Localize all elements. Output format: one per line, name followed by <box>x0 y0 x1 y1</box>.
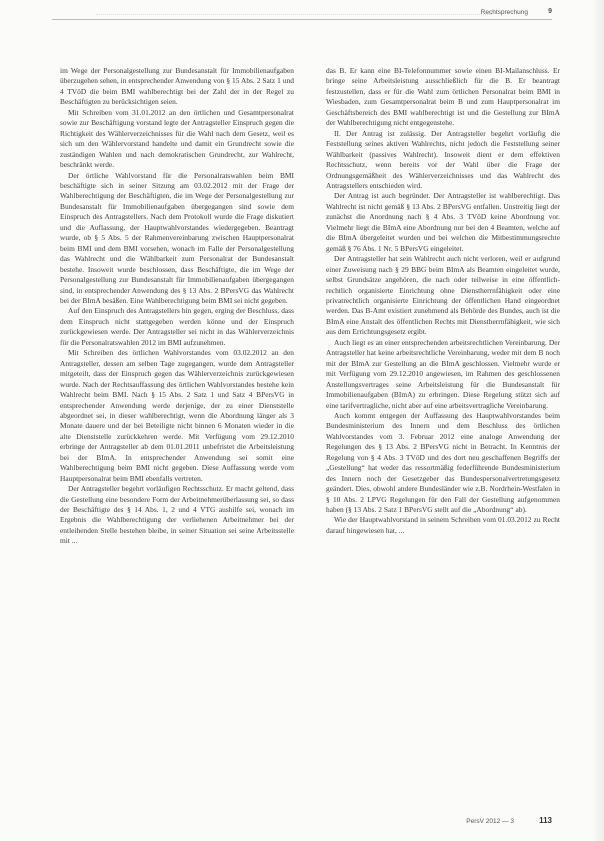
running-header <box>52 6 552 20</box>
section-title: Rechtsprechung <box>480 9 528 16</box>
body-paragraph: Der Antragsteller begehrt vorläufigen Rechtsschutz. Er macht geltend, dass die Gestellung eine besondere Form der Arbeitnehmerüberlassung sei, so dass der Beschäftigte des § 14 Abs. 1, 2 und 4 VTG aushilfe sei, wonach im Ergebnis die Wahlberechtigung der verliehenen Arbeitnehmer bei der entleihenden Stelle bestehen bleibe, in seiner Situation sei seine Arbeitsstelle mit ... <box>60 484 294 546</box>
body-paragraph: Der Antragsteller hat sein Wahlrecht auch nicht verloren, weil er aufgrund einer Zuweisung nach § 29 BBG beim BImA als Beamten eingeleitet wurde, selbst Grundsätze angehören, die nach oder teilweise in eine öffentlich-rechtlich organisierte Einrichtung ohne Dienstherrnfähigkeit oder eine privatrechtlich organisierte Einrichtung der öffentlichen Hand eingeordnet werden. Das B-Amt existiert zunehmend als Behörde des Bundes, auch ist die BImA eine Anstalt des öffentlichen Rechts mit Dienstherrnfähigkeit, wie sich aus dem Errichtungsgesetz ergibt. <box>326 254 560 337</box>
body-paragraph: im Wege der Personalgestellung zur Bundesanstalt für Immobilienaufgaben überzugehen sehen, in entsprechender Anwendung von § 15 Abs. 2 Satz 1 und 4 TVöD die beim BMI wahlberechtigt bei der Zahl der in der Regel zu Beschäftigten zu berücksichtigen seien. <box>60 66 294 107</box>
body-paragraph: Auf den Einspruch des Antragstellers hin gegen, erging der Beschluss, dass dem Einspruch nicht stattgegeben werden könne und der Einspruch zurückgewiesen werde. Der Antragsteller sei nicht in das Wählerverzeichnis für die Personalratswahlen 2012 im BMI aufzunehmen. <box>60 306 294 347</box>
running-footer <box>52 816 552 828</box>
page-folio: 113 <box>539 816 552 825</box>
body-paragraph: Auch kommt entgegen der Auffassung des Hauptwahlvorstandes beim Bundesministerium des Innern und dem Beschluss des örtlichen Wahlvorstandes vom 3. Februar 2012 eine analoge Anwendung der Regelungen des § 13 Abs. 2 BPersVG nicht in Betracht. In Kenntnis der Regelung von § 4 Abs. 3 TVöD und des dort neu geschaffenen Begriffs der „Gestellung“ hat weder das ressortmäßig federführende Bundesministerium des Innern noch der Gesetzgeber das Bundespersonalvertretungsgesetz geändert. Dies, obwohl andere Bundesländer wie z.B. Nordrhein-Westfalen in § 10 Abs. 2 LPVG Regelungen für den Fall der Gestellung aufgenommen haben (§ 13 Abs. 2 Satz 1 BPersVG stellt auf die „Abordnung“ ab). <box>326 410 560 515</box>
header-rule <box>52 19 552 20</box>
body-paragraph: Der örtliche Wahlvorstand für die Personalratswahlen beim BMI beschäftigte sich in seiner Sitzung am 03.02.2012 mit der Frage der Wahlberechtigung der Beschäftigten, die im Wege der Personalgestellung zur Bundesanstalt für Immobilienaufgaben übergegangen sind sowie dem Einspruch des Antragstellers. Nach dem Protokoll wurde die Frage diskutiert und die Auflassung, der Hauptwahlvorstandes wiedergegeben. Beantragt wurde, ob § 5 Abs. 5 der Rahmenvereinbarung zwischen Hauptpersonalrat beim BMI und dem BMI vorsehen, wonach im Falle der Personalgestellung das Wahlrecht und die Wählbarkeit zum Personalrat der Bundesanstalt bestehe. Insoweit wurde beschlossen, dass Beschäftigte, die im Wege der Personalgestellung zur Bundesanstalt für Immobilienaufgaben übergegangen sind, in entsprechender Anwendung des § 13 Abs. 2 BPersVG das Wahlrecht bei der BImA besäßen. Eine Wahlberechtigung beim BMI sei nicht gegeben. <box>60 170 294 305</box>
body-paragraph: Mit Schreiben vom 31.01.2012 an den örtlichen und Gesamtpersonalrat sowie zur Beschäftigung vorstand legte der Antragsteller Einspruch gegen die Richtigkeit des Wählerverzeichnisses für die Wahl nach dem Gesetz, weil es sich um den Wählervorstand handelte und damit ein Grundrecht sowie die zuständigen Wahlen und nach demokratischen Grundrecht, zur Wahlrecht, beschränkt werde. <box>60 107 294 170</box>
header-page-number: 9 <box>548 8 552 15</box>
body-paragraph: Auch liegt es an einer entsprechenden arbeitsrechtlichen Vereinbarung. Der Antragsteller hat keine arbeitsrechtliche Vereinbarung, weder mit dem B noch mit der BImA zur Gestellung an die BImA geschlossen. Vielmehr wurde er mit Verfügung vom 29.12.2010 angewiesen, im Rahmen des geschlossenen Anstellungsvertrages seine Arbeitsleistung für die Bundesanstalt für Immobilienaufgaben (BImA) zu erbringen. Diese Regelung stützt sich auf eine tarifvertragliche, nicht aber auf eine arbeitsvertragliche Vereinbarung. <box>326 337 560 410</box>
body-paragraph: Mit Schreiben des örtlichen Wahlvorstandes vom 03.02.2012 an den Antragsteller, dessen am selben Tage zugegangen, wurde dem Antragsteller mitgeteilt, dass der Einspruch gegen das Wählerverzeichnis zurückgewiesen wurde. Nach der Rechtsauffassung des örtlichen Wahlvorstandes bestehe kein Wahlrecht beim BMI. Nach § 15 Abs. 2 Satz 1 und Satz 4 BPersVG in entsprechender Anwendung werde derjenige, der zu einer Dienststelle abgeordnet sei, in dieser wahlberechtigt, wenn die Abordnung länger als 3 Monate dauere und der bei Beteiligte nicht binnen 6 Monaten wieder in die alte Dienststelle zurückkehren werde. Mit Verfügung vom 29.12.2010 erbringe der Antragsteller ab dem 01.01.2011 unbefristet die Arbeitsleistung bei der BImA. In entsprechender Anwendung sei somit eine Wahlberechtigung beim BMI nicht gegeben. Diese Auffassung werde vom Hauptpersonalrat beim BMI ebenfalls vertreten. <box>60 348 294 483</box>
body-paragraph: das B. Er kann eine BI-Telefonnummer sowie einen BI-Mailanschluss. Er bringe seine Arbeitsleistung ausschließlich für die B. Er beantragt festzustellen, dass er für die Wahl zum örtlichen Personalrat beim BMI in Wiesbaden, zum Gesamtpersonalrat beim B und zum Hauptpersonalrat im Geschäftsbereich des BMI wahlberechtigt ist und die Gestellung zur BImA der Wahlberechtigung nicht entgegenstehe. <box>326 66 560 128</box>
journal-reference: PersV 2012 — 3 <box>466 818 514 825</box>
right-column <box>326 66 560 536</box>
header-dotted-rule <box>96 14 492 15</box>
left-column <box>60 66 294 547</box>
body-paragraph: Der Antrag ist auch begründet. Der Antragsteller ist wahlberechtigt. Das Wahlrecht ist nicht gemäß § 13 Abs. 2 BPersVG entfallen. Unstreitig liegt der zunächst die Anordnung nach § 4 Abs. 3 TVöD keine Abordnung vor. Vielmehr liegt die BImA eine Abordnung nur bei den 4 Beamten, welche auf die BImA übergeleitet wurden und bei welchen die Mitbestimmungsrechte gemäß § 76 Abs. 1 Nr. 5 BPersVG eingeleitet. <box>326 191 560 253</box>
body-paragraph: Wie der Hauptwahlvorstand in seinem Schreiben vom 01.03.2012 zu Recht darauf hingewiesen hat, ... <box>326 515 560 535</box>
page-fold-shadow <box>592 0 604 841</box>
body-paragraph: II. Der Antrag ist zulässig. Der Antragsteller begehrt vorläufig die Feststellung seines aktiven Wahlrechts, nicht jedoch die Feststellung seiner Wählbarkeit (passives Wahlrecht). Insoweit dient er dem effektiven Rechtsschutz, wenn bereits vor der Wahl über die Frage der Ordnungsgemäßheit des Wählerverzeichnisses und das Wahlrecht des Antragstellers entschieden wird. <box>326 128 560 190</box>
